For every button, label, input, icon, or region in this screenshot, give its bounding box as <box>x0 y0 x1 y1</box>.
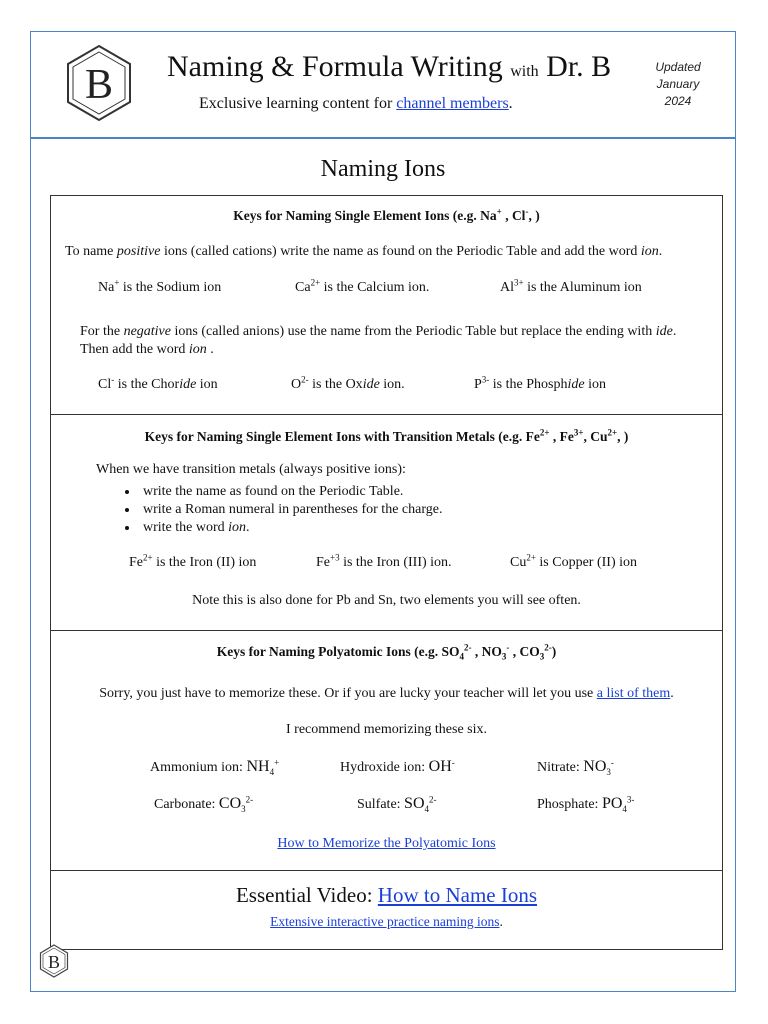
nitrate-ion: Nitrate: $NO_3^-$ <box>537 757 614 777</box>
list-item: • write the word ion. <box>139 519 442 537</box>
svg-text:B: B <box>47 952 61 972</box>
sulfate-ion: Sulfate: $SO_4^{2-}$ <box>357 794 437 814</box>
example-iron-ii: $Fe^{2+}$ is the Iron (II) ion <box>129 552 257 570</box>
dr-b-logo-icon <box>65 44 133 122</box>
negative-ions-rule: For the negative ions (called anions) use the name from the Periodic Table but replace the ending with ide. Then add the word ion . <box>80 324 677 357</box>
practice-row: Extensive interactive practice naming ions. <box>270 914 503 929</box>
practice-naming-ions-link[interactable]: Extensive interactive practice naming ions <box>270 914 500 929</box>
recommend-note: I recommend memorizing these six. <box>286 722 487 737</box>
transition-intro: When we have transition metals (always positive ions): <box>96 462 406 477</box>
example-sodium: Na+ is the Sodium ion <box>98 277 222 295</box>
example-aluminum: $Al^{3+}$ is the Aluminum ion <box>500 277 642 295</box>
example-iron-iii: $Fe^{+3}$ is the Iron (III) ion. <box>316 552 452 570</box>
ammonium-ion: Ammonium ion: $NH_4^+$ <box>150 757 280 777</box>
ion-list-link[interactable]: a list of them <box>596 686 671 701</box>
list-item: • write a Roman numeral in parentheses for the charge. <box>139 501 442 519</box>
essential-video-section <box>50 870 723 950</box>
section-heading: Keys for Naming Polyatomic Ions (e.g. $SO_4^{2-}$ , $NO_3^-$ , $CO_3^{2-}$) <box>216 642 557 662</box>
memorize-note: Sorry, you just have to memorize these. Or if you are lucky your teacher will let you use a list of them. <box>99 686 674 701</box>
hydroxide-ion: Hydroxide ion: OH- <box>340 757 455 775</box>
phosphate-ion: Phosphate: $PO_4^{3-}$ <box>537 794 635 814</box>
section-heading: Keys for Naming Single Element Ions with Transition Metals (e.g. $Fe^{2+}$ , $Fe^{3+}$, $Cu^{2+}$, ) <box>144 427 629 444</box>
example-oxide: $O^{2-}$ is the Oxide ion. <box>291 374 405 392</box>
list-item: • write the name as found on the Periodic Table. <box>139 483 442 501</box>
example-calcium: $Ca^{2+}$ is the Calcium ion. <box>295 277 430 295</box>
essential-video-heading: Essential Video: How to Name Ions <box>235 883 538 907</box>
carbonate-ion: Carbonate: $CO_3^{2-}$ <box>154 794 254 814</box>
memorize-polyatomic-link[interactable]: How to Memorize the Polyatomic Ions <box>277 836 496 851</box>
example-phosphide: $P^{3-}$ is the Phosphide ion <box>474 374 606 392</box>
updated-date: Updated January 2024 <box>655 60 701 108</box>
example-copper-ii: $Cu^{2+}$ is Copper (II) ion <box>510 552 638 570</box>
single-element-ions-section <box>50 195 723 415</box>
page-title: Naming Ions <box>320 156 446 182</box>
memorize-link-row <box>51 836 722 852</box>
channel-members-link[interactable]: channel members <box>396 95 509 112</box>
footer-logo-icon <box>39 944 69 978</box>
transition-metals-section <box>50 414 723 631</box>
section-heading: Keys for Naming Single Element Ions (e.g. Na+ , Cl-, ) <box>233 206 540 223</box>
pb-sn-note: Note this is also done for Pb and Sn, two elements you will see often. <box>192 593 581 608</box>
svg-text:B: B <box>84 62 114 108</box>
main-title: Naming & Formula Writing with Dr. B <box>167 50 612 83</box>
page-frame <box>30 31 736 992</box>
header <box>31 32 735 139</box>
transition-rules-list <box>111 483 442 537</box>
example-chloride: Cl- is the Choride ion <box>98 374 218 392</box>
how-to-name-ions-link[interactable]: How to Name Ions <box>377 883 538 907</box>
polyatomic-ions-section <box>50 630 723 871</box>
positive-ions-rule: To name positive ions (called cations) write the name as found on the Periodic Table and add the word ion. <box>65 244 663 259</box>
subtitle: Exclusive learning content for channel members. <box>199 95 513 112</box>
